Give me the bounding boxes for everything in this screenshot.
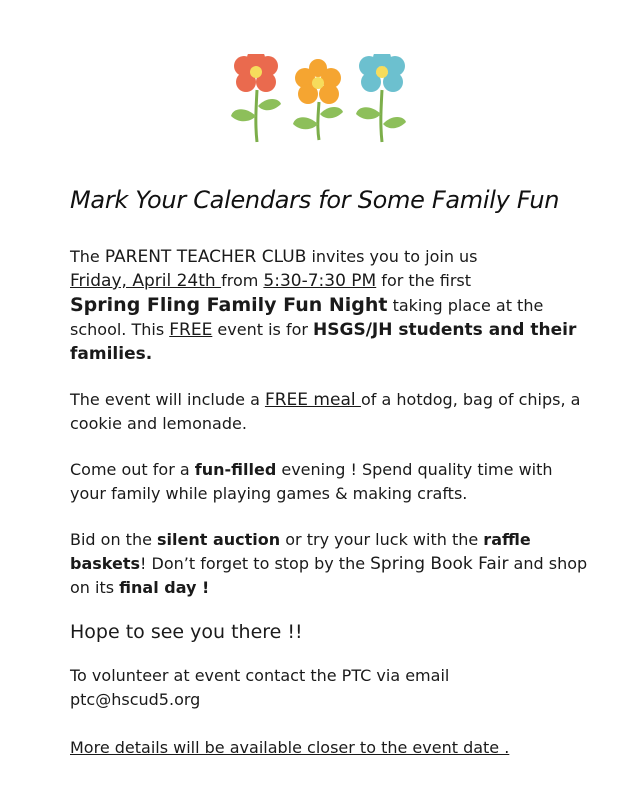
fun-filled: fun-filled	[194, 460, 277, 479]
blue-flower-icon	[356, 54, 406, 142]
silent-auction: silent auction	[157, 530, 281, 549]
club-name: PARENT TEACHER CLUB	[104, 247, 307, 267]
free-label: FREE	[169, 320, 213, 340]
event-time: 5:30-7:30 PM	[263, 271, 377, 291]
audience: HSGS/JH students and their families.	[70, 320, 577, 364]
orange-flower-icon	[293, 59, 343, 140]
event-name: Spring Fling Family Fun Night	[70, 294, 388, 316]
volunteer-paragraph: To volunteer at event contact the PTC via email ptc@hscud5.org	[70, 666, 450, 709]
hope-line: Hope to see you there !!	[70, 621, 303, 643]
book-fair: Spring Book Fair	[370, 554, 509, 574]
auction-paragraph: Bid on the silent auction or try your luck with the raffle baskets! Don’t forget to stop by the Spring Book Fair and shop on its final day !	[70, 530, 588, 597]
flowers-illustration	[225, 54, 415, 144]
raffle-baskets: raffle baskets	[70, 530, 531, 573]
page-title: Mark Your Calendars for Some Family Fun	[70, 186, 560, 214]
contact-email[interactable]: ptc@hscud5.org	[70, 690, 201, 709]
flyer-body	[70, 245, 590, 760]
meal-paragraph: The event will include a FREE meal of a hotdog, bag of chips, a cookie and lemonade.	[70, 390, 581, 433]
footer-note: More details will be available closer to the event date .	[70, 738, 510, 757]
intro-paragraph: The PARENT TEACHER CLUB invites you to join us Friday, April 24th from 5:30-7:30 PM for the first Spring Fling Family Fun Night taking place at the school. This FREE event is for HSGS/JH students and their families.	[70, 247, 577, 364]
free-meal: FREE meal	[264, 390, 361, 410]
red-flower-icon	[231, 54, 281, 142]
event-date: Friday, April 24th	[70, 271, 222, 291]
evening-paragraph: Come out for a fun-filled evening ! Spend quality time with your family while playing games & making crafts.	[70, 460, 553, 503]
final-day: final day !	[119, 578, 210, 597]
